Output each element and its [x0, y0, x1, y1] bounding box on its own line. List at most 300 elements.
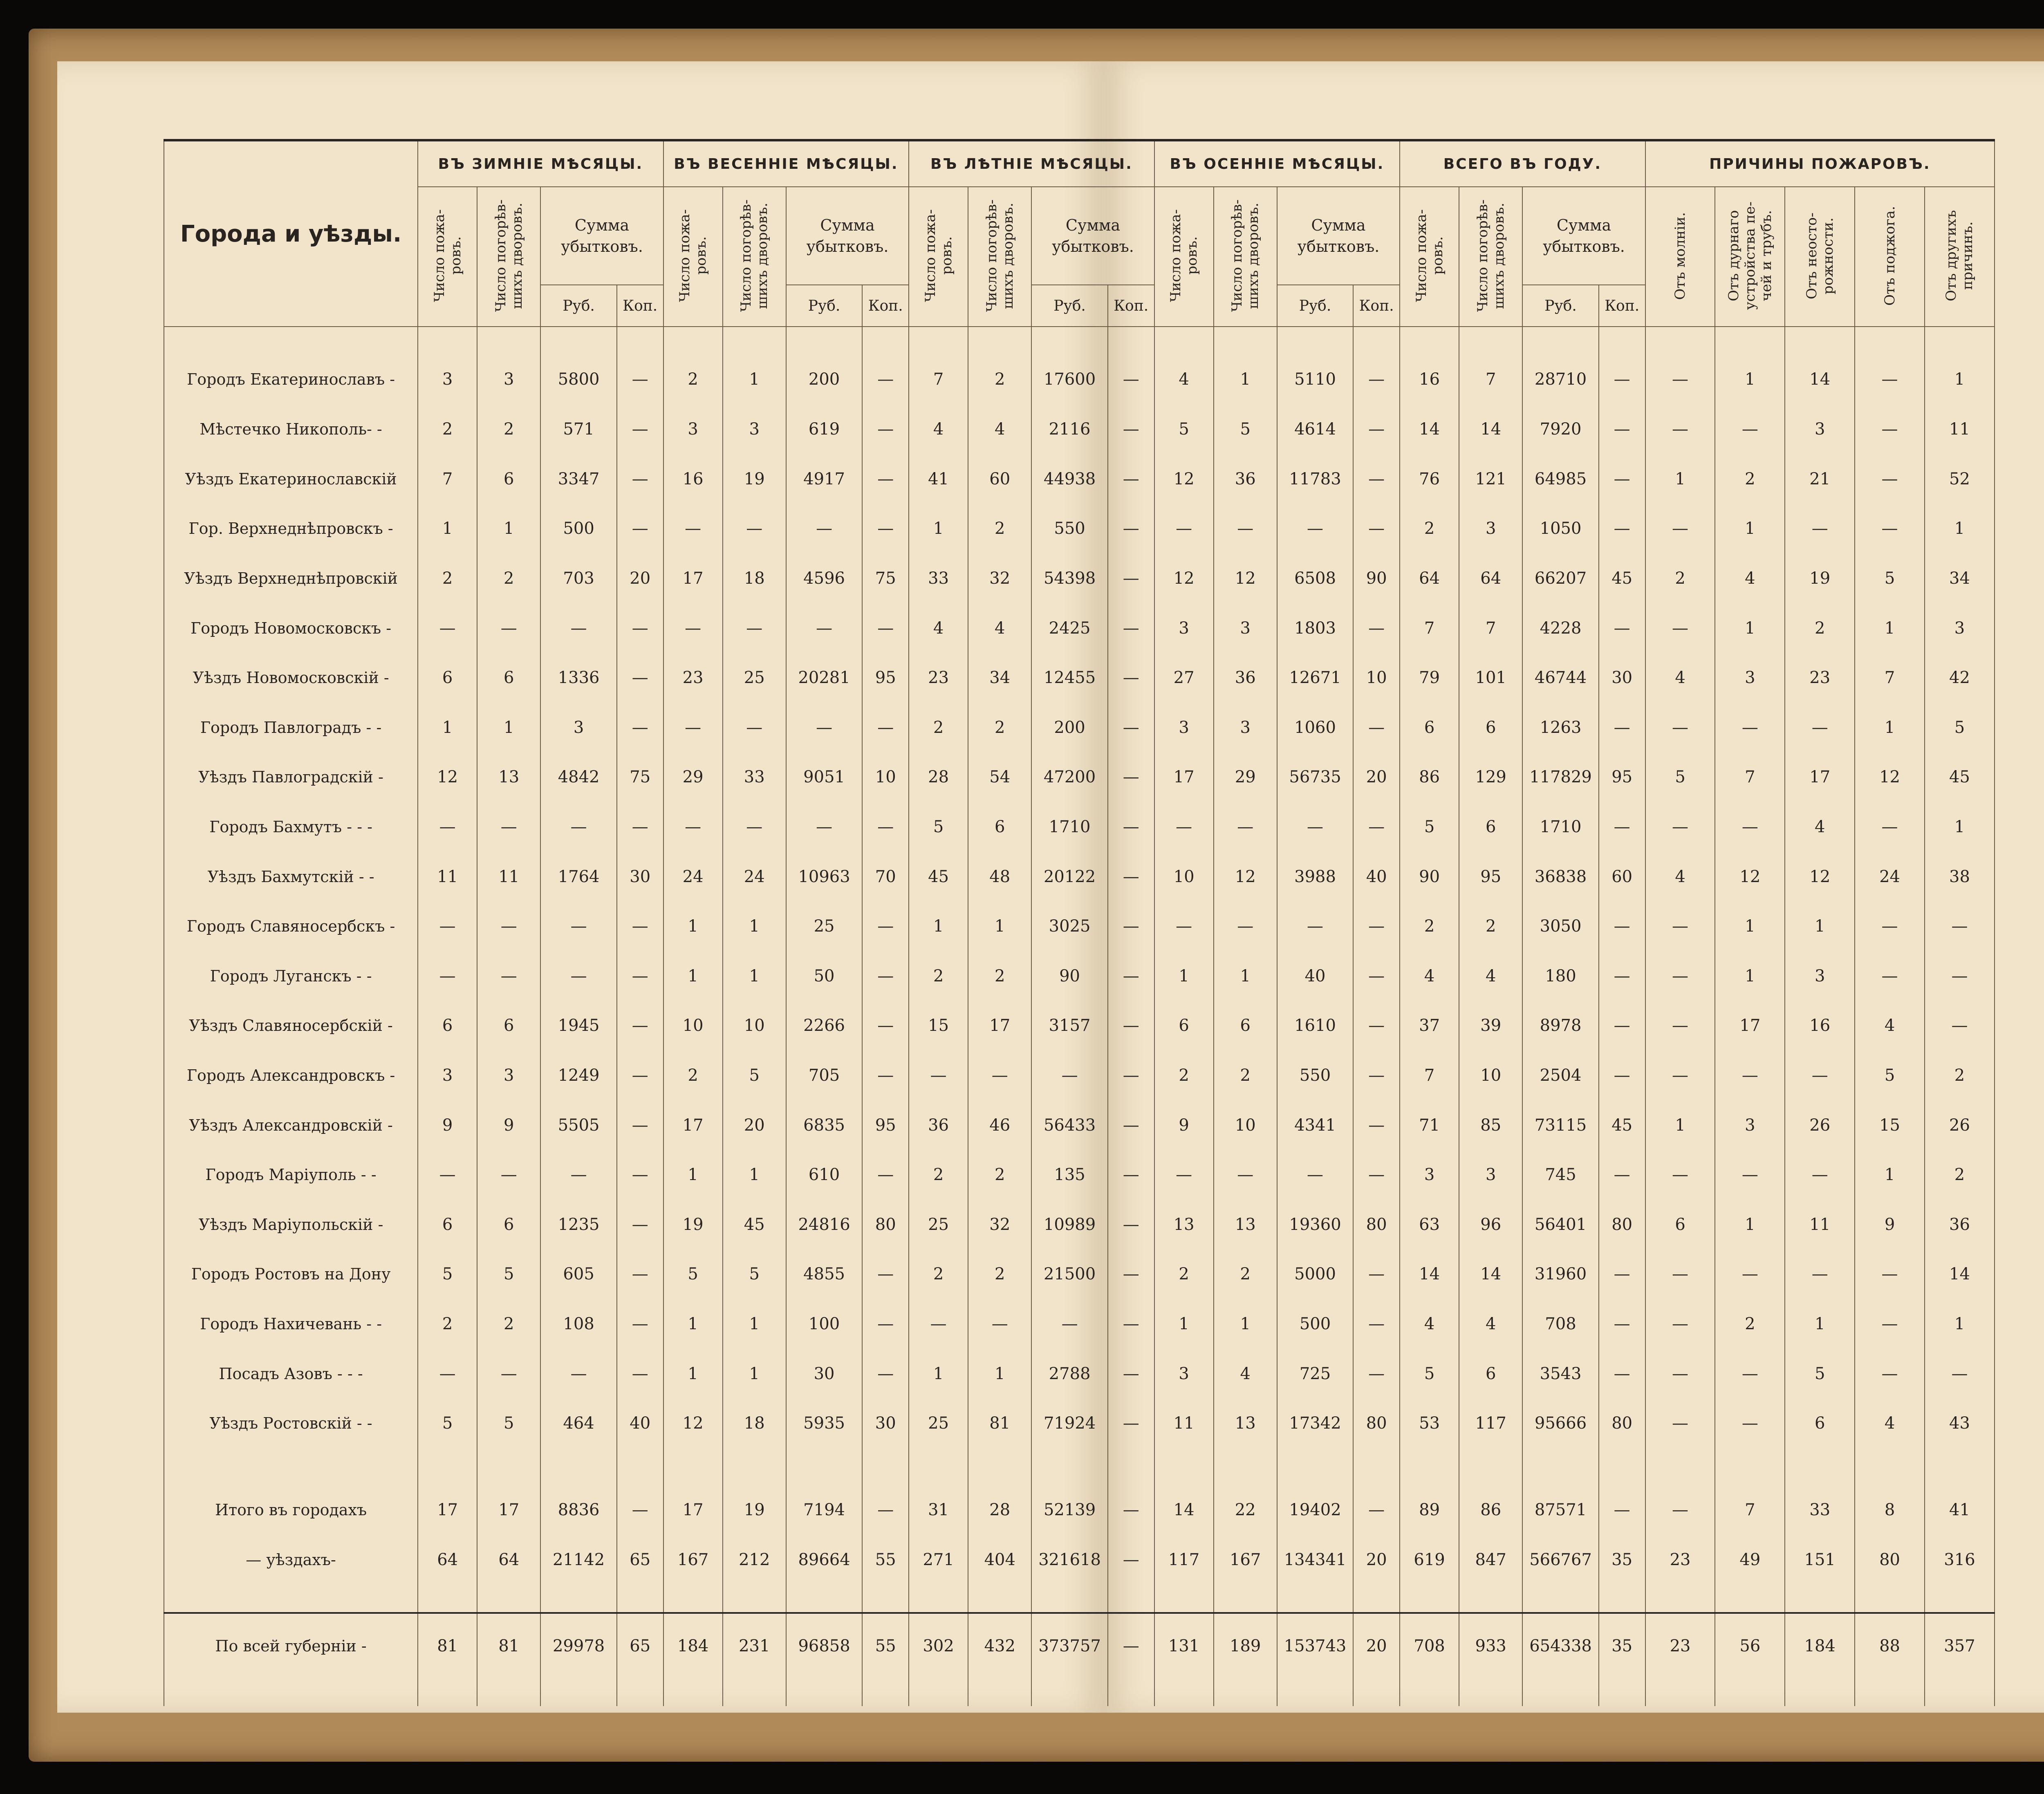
table-row [164, 1398, 1995, 1448]
cell-value: 64 [418, 1535, 477, 1585]
cell-value: 46744 [1522, 653, 1598, 703]
cell-value: — [1108, 1001, 1154, 1051]
cell-value: 1 [1715, 355, 1785, 405]
cell-value: — [617, 1200, 663, 1250]
cell-value: 25 [909, 1398, 968, 1448]
locality-name: Городъ Маріуполь - - [164, 1150, 418, 1200]
cell-value: — [1715, 1398, 1785, 1448]
cell-value: 6 [968, 802, 1031, 852]
cell-value: 1 [1785, 1299, 1855, 1349]
table-row [164, 404, 1995, 454]
cell-value: 6 [1785, 1398, 1855, 1448]
table-row [164, 1100, 1995, 1150]
cell-value: 24 [1855, 852, 1925, 902]
cell-value: 36 [1925, 1200, 1995, 1250]
cell-value: — [1353, 504, 1400, 554]
cell-value: — [1599, 603, 1645, 653]
cell-value: — [1108, 852, 1154, 902]
cell-value: 35 [1599, 1535, 1645, 1585]
cell-value: 212 [723, 1535, 786, 1585]
cell-value: 6 [477, 454, 540, 504]
cell-value: 39 [1459, 1001, 1522, 1051]
cell-value: 1 [968, 901, 1031, 951]
cell-value: 4 [909, 404, 968, 454]
cell-value: 6 [477, 1200, 540, 1250]
cell-value: 231 [723, 1613, 786, 1678]
cell-value: 2 [1154, 1050, 1214, 1100]
locality-name: Городъ Павлоградъ - - [164, 703, 418, 753]
cell-value: 3 [663, 404, 723, 454]
cell-value: 20122 [1031, 852, 1107, 902]
rubles-header: Руб. [1031, 285, 1107, 327]
cell-value: 19360 [1277, 1200, 1353, 1250]
cell-value: 3 [1459, 1150, 1522, 1200]
name-column-header: Города и уѣзды. [164, 140, 418, 327]
cell-value: 1 [477, 504, 540, 554]
cell-value: 45 [1925, 753, 1995, 802]
cell-value: 117829 [1522, 753, 1598, 802]
cell-value: 70 [862, 852, 909, 902]
locality-name: По всей губерніи - [164, 1613, 418, 1678]
cell-value: — [1599, 1485, 1645, 1535]
cell-value: 571 [540, 404, 616, 454]
cell-value: 3 [1154, 1349, 1214, 1399]
cell-value: 2 [1214, 1250, 1277, 1299]
kopecks-header: Коп. [862, 285, 909, 327]
cell-value: 12 [1785, 852, 1855, 902]
cell-value: — [1599, 1250, 1645, 1299]
locality-name: Уѣздъ Павлоградскій - [164, 753, 418, 802]
cell-value: 64 [477, 1535, 540, 1585]
cell-value: 54 [968, 753, 1031, 802]
cell-value: 32 [968, 553, 1031, 603]
cell-value: — [617, 355, 663, 405]
cell-value: 3 [418, 1050, 477, 1100]
cell-value: 17 [1785, 753, 1855, 802]
cell-value: 703 [540, 553, 616, 603]
cell-value: — [1031, 1299, 1107, 1349]
locality-name: Уѣздъ Маріупольскій - [164, 1200, 418, 1250]
cell-value: 10 [862, 753, 909, 802]
cell-value: 404 [968, 1535, 1031, 1585]
cell-value: 33 [723, 753, 786, 802]
cell-value: 316 [1925, 1535, 1995, 1585]
cell-value: 1 [909, 1349, 968, 1399]
cell-value: 7 [1715, 1485, 1785, 1535]
cell-value: — [540, 1150, 616, 1200]
table-row [164, 504, 1995, 554]
cell-value: — [1855, 1250, 1925, 1299]
cell-value: 725 [1277, 1349, 1353, 1399]
cell-value: 2 [968, 703, 1031, 753]
cell-value: 184 [1785, 1613, 1855, 1678]
cell-value: 19 [1785, 553, 1855, 603]
cell-value: 5 [477, 1398, 540, 1448]
cell-value: 5000 [1277, 1250, 1353, 1299]
cell-value: — [617, 1150, 663, 1200]
table-row [164, 901, 1995, 951]
cell-value: 4842 [540, 753, 616, 802]
cell-value: — [1108, 355, 1154, 405]
cell-value: — [1353, 355, 1400, 405]
cell-value: 55 [862, 1535, 909, 1585]
cell-value: — [540, 1349, 616, 1399]
cell-value: — [1599, 1050, 1645, 1100]
fires-count-header: Число пожа- ровъ. [909, 187, 968, 327]
cell-value: — [1108, 1200, 1154, 1250]
cell-value: — [617, 653, 663, 703]
cell-value: 1 [723, 1150, 786, 1200]
cell-value: 13 [1214, 1200, 1277, 1250]
cell-value: 12 [1715, 852, 1785, 902]
cell-value: 1 [723, 1349, 786, 1399]
cell-value: 2 [1214, 1050, 1277, 1100]
cell-value: 79 [1400, 653, 1459, 703]
cell-value: 705 [786, 1050, 862, 1100]
cell-value: — [723, 603, 786, 653]
cell-value: 8 [1855, 1485, 1925, 1535]
table-row [164, 653, 1995, 703]
cell-value: 6 [418, 653, 477, 703]
cell-value: — [1108, 603, 1154, 653]
cell-value: 1249 [540, 1050, 616, 1100]
cell-value: 2 [968, 504, 1031, 554]
cell-value: 3 [477, 1050, 540, 1100]
cell-value: 24816 [786, 1200, 862, 1250]
cell-value: — [1277, 504, 1353, 554]
cell-value: 80 [1599, 1398, 1645, 1448]
cell-value: — [1785, 703, 1855, 753]
cell-value: — [968, 1050, 1031, 1100]
cell-value: — [617, 1250, 663, 1299]
cell-value: 131 [1154, 1613, 1214, 1678]
cell-value: 48 [968, 852, 1031, 902]
cell-value: — [1645, 1299, 1715, 1349]
locality-name: Уѣздъ Александровскій - [164, 1100, 418, 1150]
cell-value: 10 [1353, 653, 1400, 703]
cell-value: — [663, 802, 723, 852]
cell-value: 550 [1277, 1050, 1353, 1100]
group-header: ВЪ ЗИМНІЕ МѢСЯЦЫ. [418, 140, 663, 187]
cell-value: 7 [418, 454, 477, 504]
cell-value: 5 [1645, 753, 1715, 802]
cell-value: — [1214, 802, 1277, 852]
cell-value: 1 [663, 1150, 723, 1200]
cell-value: — [1715, 1050, 1785, 1100]
spacer-row [164, 1584, 1995, 1613]
cell-value: 41 [909, 454, 968, 504]
cell-value: 3988 [1277, 852, 1353, 902]
cell-value: 1 [663, 1349, 723, 1399]
locality-name: Уѣздъ Верхнеднѣпровскій [164, 553, 418, 603]
spacer-row [164, 1448, 1995, 1485]
cell-value: 17 [663, 1100, 723, 1150]
cell-value: — [477, 901, 540, 951]
group-header: ВЪ ВЕСЕННІЕ МѢСЯЦЫ. [663, 140, 909, 187]
cell-value: 90 [1031, 951, 1107, 1001]
group-header: ПРИЧИНЫ ПОЖАРОВЪ. [1645, 140, 1995, 187]
cell-value: 10 [663, 1001, 723, 1051]
cell-value: — [617, 454, 663, 504]
cell-value: 80 [1353, 1398, 1400, 1448]
cell-value: 2788 [1031, 1349, 1107, 1399]
locality-name: Уѣздъ Екатеринославскій [164, 454, 418, 504]
cell-value: 86 [1459, 1485, 1522, 1535]
cell-value: — [1154, 504, 1214, 554]
cell-value: 2 [477, 553, 540, 603]
group-header: ВСЕГО ВЪ ГОДУ. [1400, 140, 1645, 187]
cell-value: 55 [862, 1613, 909, 1678]
cell-value: 1 [1715, 951, 1785, 1001]
cause-header: Отъ молніи. [1645, 187, 1715, 327]
cell-value: 25 [909, 1200, 968, 1250]
cell-value: — [1645, 504, 1715, 554]
cell-value: 4917 [786, 454, 862, 504]
cell-value: 7194 [786, 1485, 862, 1535]
cell-value: 23 [1645, 1613, 1715, 1678]
cell-value: 1710 [1031, 802, 1107, 852]
cell-value: 847 [1459, 1535, 1522, 1585]
cell-value: — [418, 951, 477, 1001]
cell-value: 1 [1645, 454, 1715, 504]
cell-value: 76 [1400, 454, 1459, 504]
cell-value: 46 [968, 1100, 1031, 1150]
cell-value: 80 [862, 1200, 909, 1250]
cell-value: 80 [1855, 1535, 1925, 1585]
cell-value: — [1645, 355, 1715, 405]
group-header-row [164, 140, 1995, 187]
cell-value: — [1855, 454, 1925, 504]
cell-value: — [1214, 504, 1277, 554]
cell-value: 7 [1715, 753, 1785, 802]
locality-name: Уѣздъ Новомосковскій - [164, 653, 418, 703]
cell-value: — [1599, 504, 1645, 554]
cell-value: 64 [1400, 553, 1459, 603]
cell-value: — [1108, 1100, 1154, 1150]
cell-value: 11783 [1277, 454, 1353, 504]
cell-value: — [1715, 404, 1785, 454]
cell-value: — [1785, 1250, 1855, 1299]
cell-value: 24 [663, 852, 723, 902]
cell-value: 33 [1785, 1485, 1855, 1535]
damage-sum-header: Сумма убытковъ. [786, 187, 909, 285]
cause-header: Отъ неосто- рожности. [1785, 187, 1855, 327]
locality-name: Городъ Екатеринославъ - [164, 355, 418, 405]
cell-value: 271 [909, 1535, 968, 1585]
cell-value: 6 [1645, 1200, 1715, 1250]
cell-value: — [1353, 1349, 1400, 1399]
cell-value: — [477, 802, 540, 852]
locality-name: Городъ Луганскъ - - [164, 951, 418, 1001]
cell-value: 6 [1459, 802, 1522, 852]
cell-value: — [723, 703, 786, 753]
locality-name: Городъ Новомосковскъ - [164, 603, 418, 653]
cell-value: — [1715, 1250, 1785, 1299]
cell-value: 2 [909, 1250, 968, 1299]
cell-value: 45 [723, 1200, 786, 1250]
cell-value: 3347 [540, 454, 616, 504]
cell-value: 1 [1925, 802, 1995, 852]
cell-value: — [1715, 1349, 1785, 1399]
cell-value: 17 [663, 553, 723, 603]
cell-value: 2 [477, 404, 540, 454]
cell-value: 95 [1459, 852, 1522, 902]
cell-value: 18 [723, 1398, 786, 1448]
cell-value: — [862, 404, 909, 454]
cell-value: — [617, 1349, 663, 1399]
cell-value: — [1277, 802, 1353, 852]
fire-statistics-table [164, 139, 1995, 1656]
rubles-header: Руб. [1277, 285, 1353, 327]
cell-value: 1 [1715, 901, 1785, 951]
cell-value: 21142 [540, 1535, 616, 1585]
cell-value: — [418, 1150, 477, 1200]
table-row [164, 951, 1995, 1001]
cell-value: 54398 [1031, 553, 1107, 603]
cell-value: 52139 [1031, 1485, 1107, 1535]
table-row [164, 1613, 1995, 1678]
cell-value: 11 [1154, 1398, 1214, 1448]
locality-name: — уѣздахъ- [164, 1535, 418, 1585]
cell-value: — [1645, 603, 1715, 653]
cell-value: 1 [1214, 355, 1277, 405]
cell-value: — [1599, 802, 1645, 852]
cell-value: — [1353, 454, 1400, 504]
cell-value: 6508 [1277, 553, 1353, 603]
cell-value: 3 [1400, 1150, 1459, 1200]
locality-name: Посадъ Азовъ - - - [164, 1349, 418, 1399]
cell-value: 9 [477, 1100, 540, 1150]
burned-yards-header: Число погорѣв- шихъ дворовъ. [477, 187, 540, 327]
cell-value: — [540, 802, 616, 852]
cell-value: 3 [1214, 703, 1277, 753]
cell-value: — [1353, 1100, 1400, 1150]
cell-value: — [1855, 355, 1925, 405]
cell-value: 34 [1925, 553, 1995, 603]
cell-value: 1 [1715, 603, 1785, 653]
cell-value: 89664 [786, 1535, 862, 1585]
cell-value: 5 [418, 1398, 477, 1448]
cell-value: 5 [477, 1250, 540, 1299]
cell-value: 5505 [540, 1100, 616, 1150]
cell-value: 36 [1214, 653, 1277, 703]
cell-value: 12455 [1031, 653, 1107, 703]
cell-value: 9 [1855, 1200, 1925, 1250]
cell-value: 1 [1154, 951, 1214, 1001]
kopecks-header: Коп. [617, 285, 663, 327]
cell-value: 34 [968, 653, 1031, 703]
cell-value: 5 [1154, 404, 1214, 454]
cell-value: 35 [1599, 1613, 1645, 1678]
cell-value: 3 [1154, 703, 1214, 753]
cell-value: 151 [1785, 1535, 1855, 1585]
cell-value: — [617, 1100, 663, 1150]
cell-value: 1610 [1277, 1001, 1353, 1051]
cell-value: — [1154, 1150, 1214, 1200]
cell-value: 6 [1459, 703, 1522, 753]
cell-value: — [1599, 901, 1645, 951]
cell-value: 28 [968, 1485, 1031, 1535]
cell-value: 53 [1400, 1398, 1459, 1448]
cell-value: — [1108, 901, 1154, 951]
cell-value: 2 [1400, 901, 1459, 951]
cell-value: 3 [1785, 951, 1855, 1001]
cell-value: 20 [1353, 1535, 1400, 1585]
cell-value: 5 [418, 1250, 477, 1299]
fires-count-header: Число пожа- ровъ. [1154, 187, 1214, 327]
cell-value: — [418, 802, 477, 852]
cell-value: 302 [909, 1613, 968, 1678]
cell-value: 135 [1031, 1150, 1107, 1200]
cell-value: — [540, 951, 616, 1001]
cell-value: 87571 [1522, 1485, 1598, 1535]
cell-value: — [862, 504, 909, 554]
cell-value: — [1715, 1150, 1785, 1200]
cell-value: 90 [1353, 553, 1400, 603]
cell-value: 4596 [786, 553, 862, 603]
cell-value: 11 [1785, 1200, 1855, 1250]
cell-value: — [862, 1050, 909, 1100]
cell-value: 12 [1154, 553, 1214, 603]
cell-value: 610 [786, 1150, 862, 1200]
cell-value: 2 [1715, 1299, 1785, 1349]
cell-value: — [862, 355, 909, 405]
cell-value: 3 [1459, 504, 1522, 554]
cell-value: 1050 [1522, 504, 1598, 554]
cell-value: 2 [1400, 504, 1459, 554]
cell-value: 2 [909, 703, 968, 753]
cell-value: 3543 [1522, 1349, 1598, 1399]
cell-value: 75 [862, 553, 909, 603]
cell-value: 12 [1855, 753, 1925, 802]
cell-value: 1 [418, 504, 477, 554]
table-row [164, 1001, 1995, 1051]
cell-value: 19402 [1277, 1485, 1353, 1535]
cell-value: — [1645, 1001, 1715, 1051]
cell-value: — [1108, 1299, 1154, 1349]
cell-value: 20 [1353, 1613, 1400, 1678]
burned-yards-header: Число погорѣв- шихъ дворовъ. [968, 187, 1031, 327]
cell-value: 184 [663, 1613, 723, 1678]
cell-value: — [786, 603, 862, 653]
cell-value: 5 [663, 1250, 723, 1299]
cell-value: 1 [1925, 1299, 1995, 1349]
cell-value: 16 [1785, 1001, 1855, 1051]
cell-value: — [617, 603, 663, 653]
cell-value: 3 [723, 404, 786, 454]
cell-value: 5800 [540, 355, 616, 405]
cell-value: 45 [909, 852, 968, 902]
cell-value: 42 [1925, 653, 1995, 703]
cell-value: — [617, 703, 663, 753]
cell-value: 14 [1400, 404, 1459, 454]
cell-value: 6 [418, 1200, 477, 1250]
cell-value: 2 [1925, 1150, 1995, 1200]
cell-value: 4 [1715, 553, 1785, 603]
table-row [164, 1349, 1995, 1399]
cell-value: 23 [1785, 653, 1855, 703]
damage-sum-header: Сумма убытковъ. [1522, 187, 1645, 285]
cell-value: 26 [1785, 1100, 1855, 1150]
cell-value: 60 [968, 454, 1031, 504]
cell-value: — [1855, 404, 1925, 454]
cell-value: 3 [1715, 1100, 1785, 1150]
kopecks-header: Коп. [1108, 285, 1154, 327]
cell-value: — [968, 1299, 1031, 1349]
cell-value: 9051 [786, 753, 862, 802]
cell-value: — [1785, 1150, 1855, 1200]
cell-value: 65 [617, 1535, 663, 1585]
